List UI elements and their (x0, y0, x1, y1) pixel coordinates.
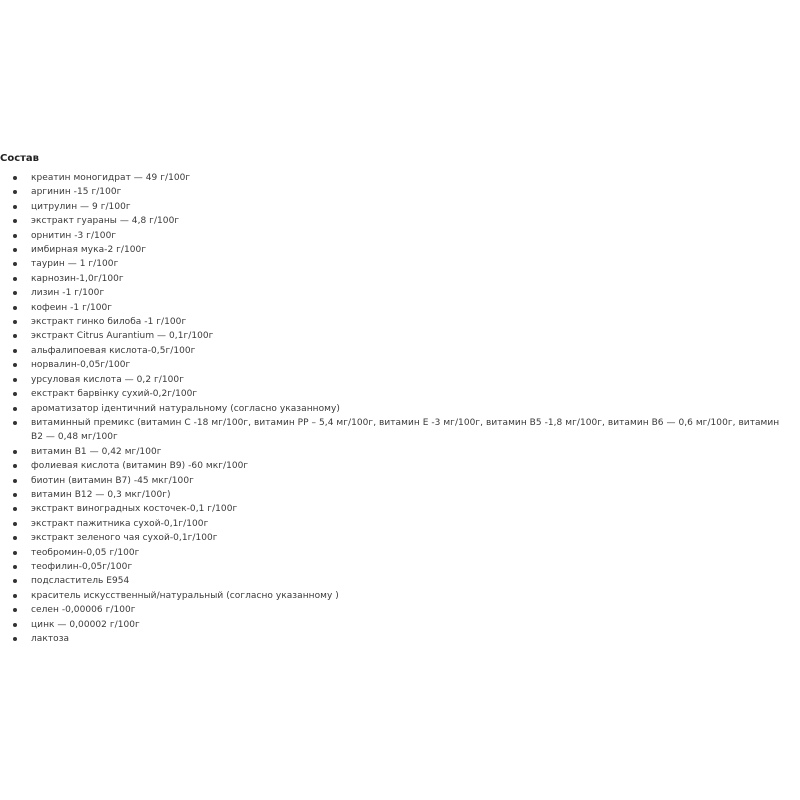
list-item: теофилин-0,05г/100г (0, 560, 800, 574)
list-item: витамин В12 — 0,3 мкг/100г) (0, 488, 800, 502)
list-item: фолиевая кислота (витамин В9) -60 мкг/100г (0, 459, 800, 473)
list-item: подсластитель Е954 (0, 574, 800, 588)
list-item: ароматизатор ідентичний натуральному (согласно указанному) (0, 402, 800, 416)
composition-heading: Состав (0, 153, 40, 164)
list-item: селен -0,00006 г/100г (0, 603, 800, 617)
list-item: карнозин-1,0г/100г (0, 272, 800, 286)
list-item: норвалин-0,05г/100г (0, 358, 800, 372)
list-item: витаминный премикс (витамин С -18 мг/100г, витамин РР – 5,4 мг/100г, витамин Е -3 мг/100г, витамин В5 -1,8 мг/100г, витамин В6 — 0,6 мг/100г, витамин В2 — 0,48 мг/100г (0, 416, 800, 445)
list-item: экстракт виноградных косточек-0,1 г/100г (0, 502, 800, 516)
list-item: краситель искусственный/натуральный (согласно указанному ) (0, 589, 800, 603)
list-item: урсуловая кислота — 0,2 г/100г (0, 373, 800, 387)
list-item: лактоза (0, 632, 800, 646)
ingredient-list (0, 171, 800, 646)
list-item: креатин моногидрат — 49 г/100г (0, 171, 800, 185)
list-item: екстракт барвінку сухий-0,2г/100г (0, 387, 800, 401)
list-item: аргинин -15 г/100г (0, 185, 800, 199)
list-item: экстракт гинко билоба -1 г/100г (0, 315, 800, 329)
list-item: экстракт гуараны — 4,8 г/100г (0, 214, 800, 228)
list-item: теобромин-0,05 г/100г (0, 546, 800, 560)
composition-section (0, 152, 800, 646)
list-item: таурин — 1 г/100г (0, 257, 800, 271)
list-item: экстракт Citrus Aurantium — 0,1г/100г (0, 329, 800, 343)
list-item: альфалипоевая кислота-0,5г/100г (0, 344, 800, 358)
list-item: орнитин -3 г/100г (0, 229, 800, 243)
list-item: цинк — 0,00002 г/100г (0, 618, 800, 632)
list-item: кофеин -1 г/100г (0, 301, 800, 315)
list-item: экстракт пажитника сухой-0,1г/100г (0, 517, 800, 531)
list-item: лизин -1 г/100г (0, 286, 800, 300)
list-item: экстракт зеленого чая сухой-0,1г/100г (0, 531, 800, 545)
list-item: цитрулин — 9 г/100г (0, 200, 800, 214)
list-item: имбирная мука-2 г/100г (0, 243, 800, 257)
list-item: биотин (витамин В7) -45 мкг/100г (0, 474, 800, 488)
list-item: витамин В1 — 0,42 мг/100г (0, 445, 800, 459)
